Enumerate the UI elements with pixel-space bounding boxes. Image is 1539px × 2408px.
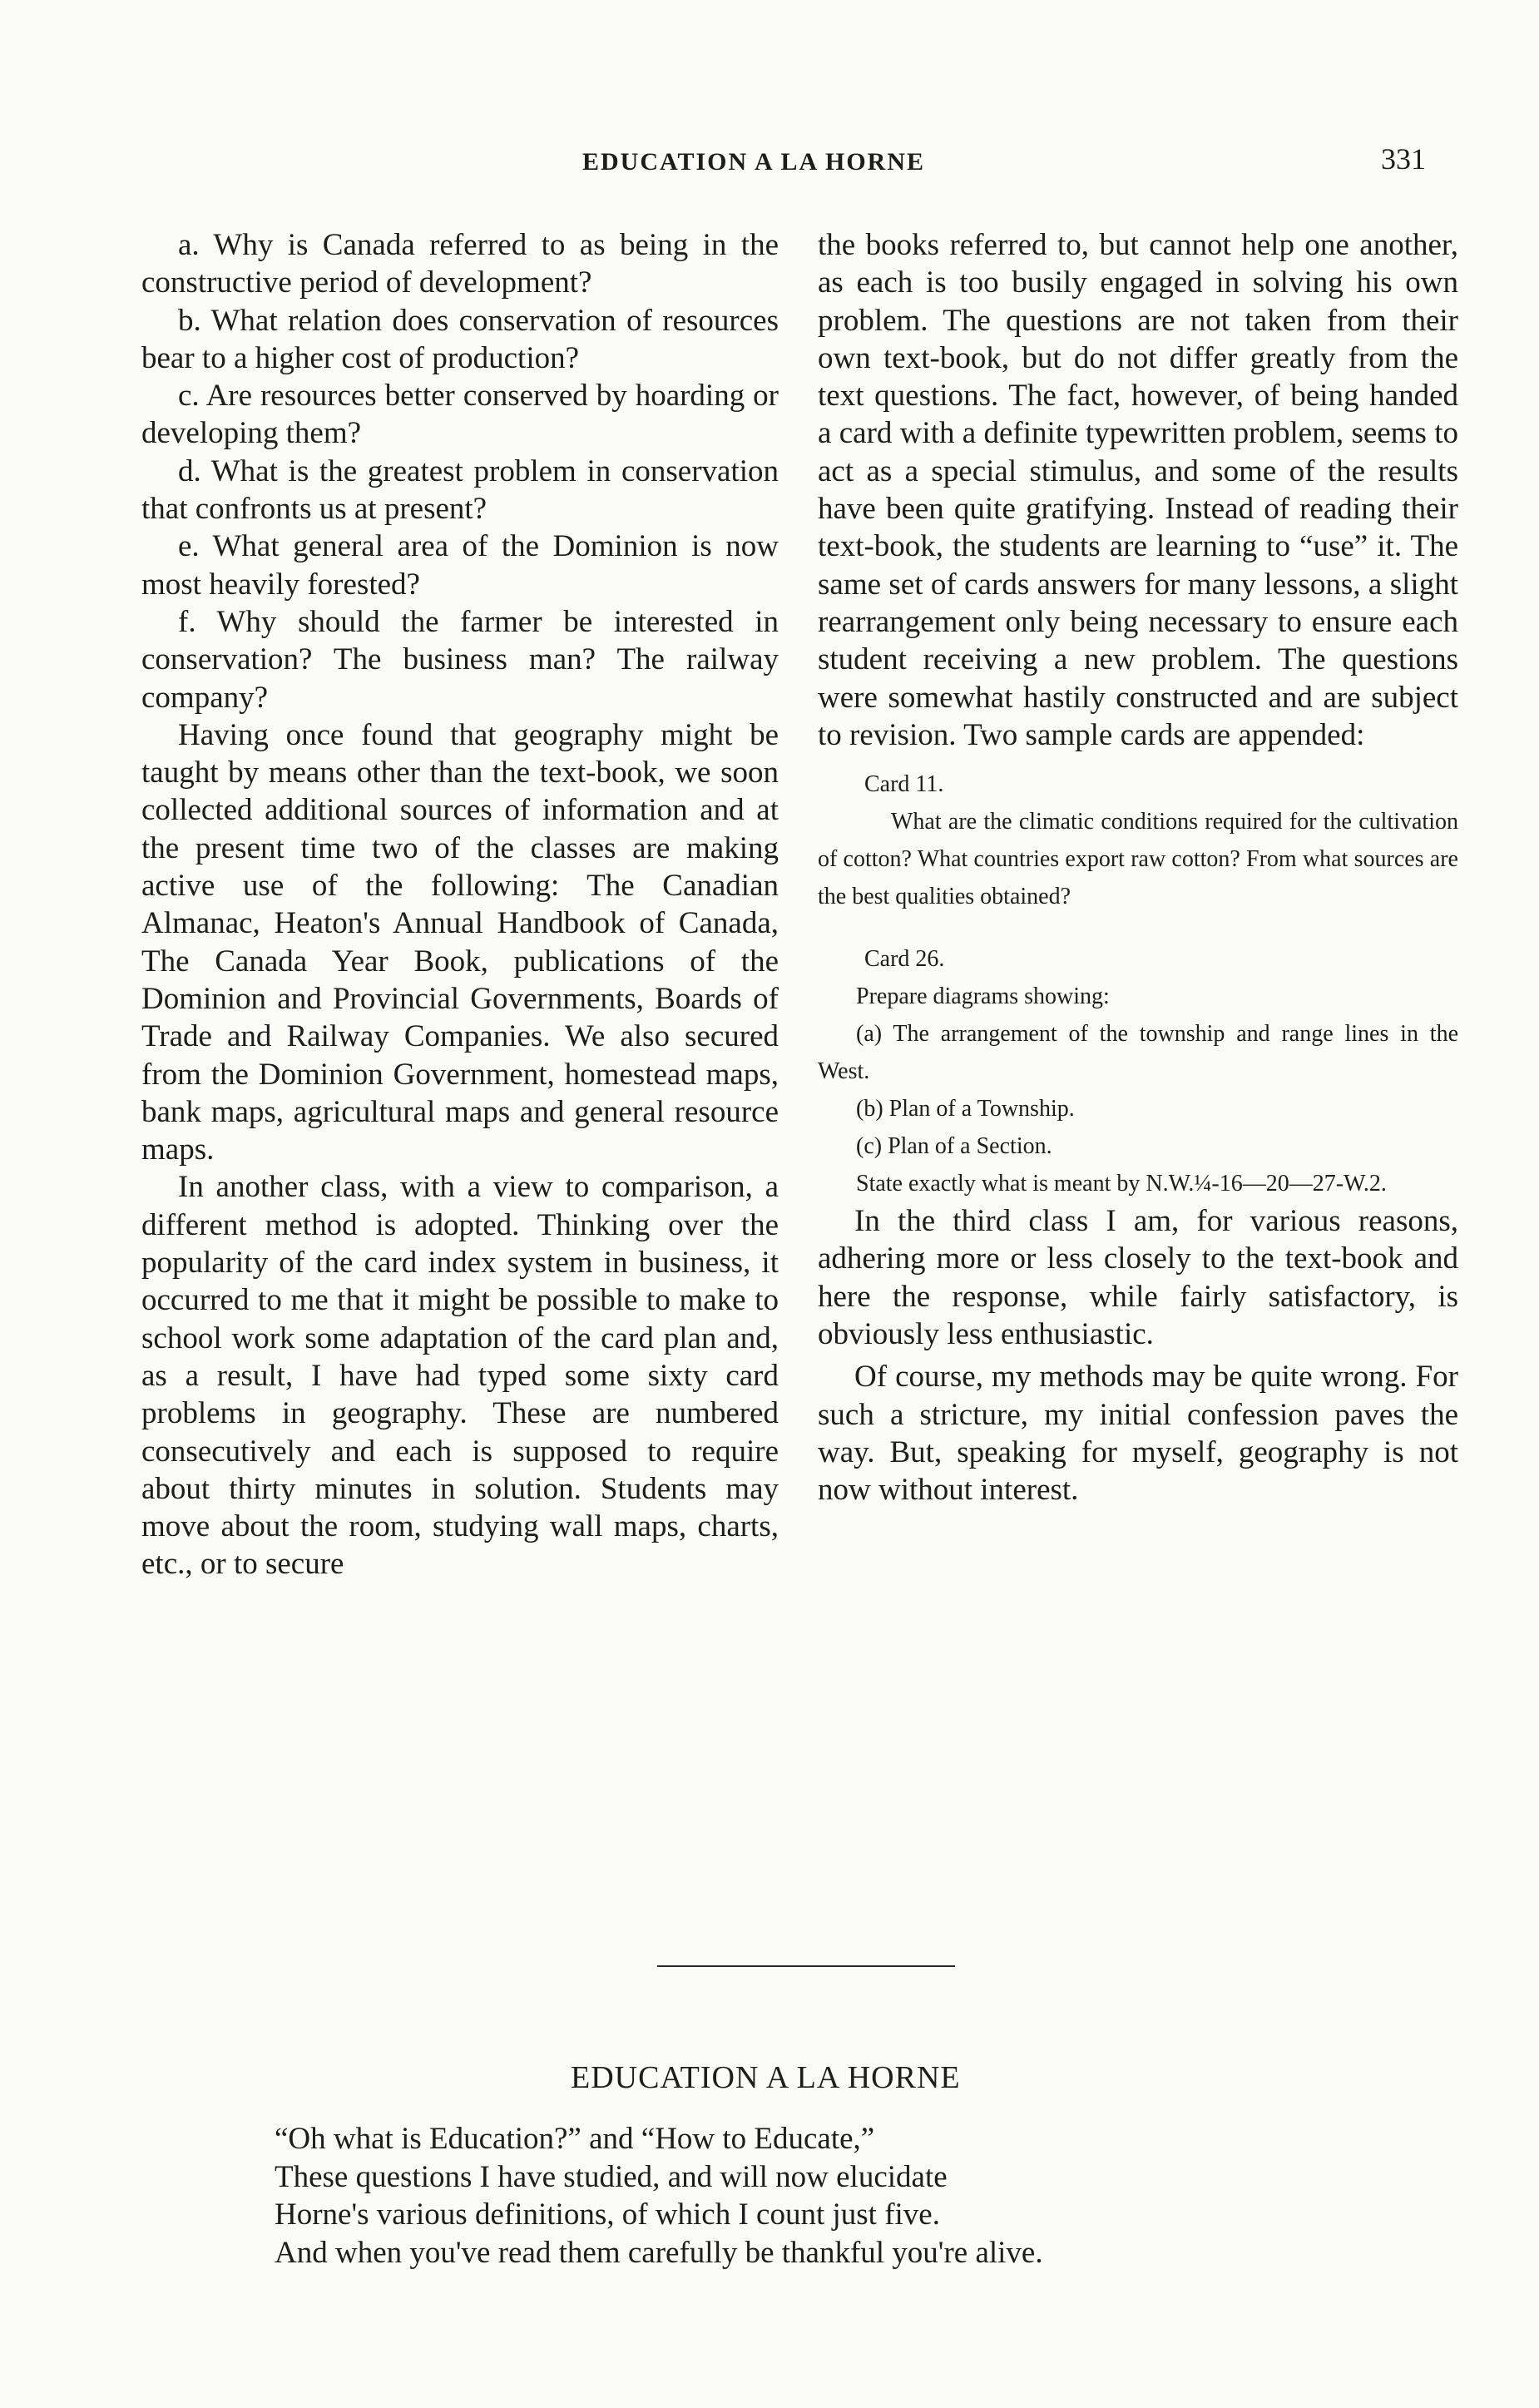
card-26-closing: State exactly what is meant by N.W.¼-16—20—27-W.2.	[856, 1171, 1387, 1197]
paragraph-sources: Having once found that geography might be taught by means other than the text-book, we soon collected additional sources of information and at the present time two of the classes are making active use of the following: The Canadian Almanac, Heaton's Annual Handbook of Canada, The Canada Year Book, publications of the Dominion and Provincial Governments, Boards of Trade and Railway Companies. We also secured from the Dominion Government, homestead maps, bank maps, agricultural maps and general resource maps.	[141, 717, 779, 1167]
poem-line: Horne's various definitions, of which I count just five.	[275, 2197, 940, 2232]
card-11-label: Card 11.	[864, 771, 944, 798]
paragraph-of-course: Of course, my methods may be quite wrong. For such a stricture, my initial confession paves the way. But, speaking for myself, geography is not now without interest.	[818, 1360, 1458, 1508]
left-column	[141, 226, 779, 1583]
paragraph-card-method: In another class, with a view to comparison, a different method is adopted. Thinking over the popularity of the card index system in business, it occurred to me that it might be possible to make to school work some adaptation of the card plan and, as a result, I have had typed some sixty card problems in geography. These are numbered consecutively and each is supposed to require about thirty minutes in solution. Students may move about the room, studying wall maps, charts, etc., or to secure	[141, 1170, 779, 1582]
poem-title: EDUCATION A LA HORNE	[571, 2060, 961, 2095]
paragraph-third-class: In the third class I am, for various reasons, adhering more or less closely to the text-book and here the response, while fairly satisfactory, is obviously less enthusiastic.	[818, 1204, 1458, 1352]
card-26-label: Card 26.	[864, 946, 945, 973]
card-26-item-a: (a) The arrangement of the township and range lines in the West.	[818, 1021, 1458, 1085]
page-number: 331	[1381, 142, 1426, 176]
card-26-lead: Prepare diagrams showing:	[856, 984, 1110, 1010]
right-column	[818, 226, 1458, 1509]
question-d: d. What is the greatest problem in conservation that confronts us at present?	[141, 453, 779, 527]
section-divider	[657, 1965, 955, 1967]
poem-line: These questions I have studied, and will now elucidate	[275, 2159, 948, 2194]
poem-line: And when you've read them carefully be thankful you're alive.	[275, 2235, 1043, 2270]
poem	[275, 2120, 1043, 2272]
question-b: b. What relation does conservation of resources bear to a higher cost of production?	[141, 303, 779, 375]
question-f: f. Why should the farmer be interested in conservation? The business man? The railway company?	[141, 604, 779, 715]
card-26-item-c: (c) Plan of a Section.	[856, 1133, 1052, 1160]
poem-line: “Oh what is Education?” and “How to Educate,”	[275, 2122, 875, 2156]
question-e: e. What general area of the Dominion is now most heavily forested?	[141, 529, 779, 602]
question-a: a. Why is Canada referred to as being in the constructive period of development?	[141, 228, 779, 300]
card-11	[818, 766, 1458, 1202]
card-11-body: What are the climatic conditions required for the cultivation of cotton? What countries export raw cotton? From what sources are the best qualities obtained?	[818, 809, 1458, 910]
paragraph-continuation: the books referred to, but cannot help one another, as each is too busily engaged in solving his own problem. The questions are not taken from their own text-book, but do not differ greatly from the text questions. The fact, however, of being handed a card with a definite typewritten problem, seems to act as a special stimulus, and some of the results have been quite gratifying. Instead of reading their text-book, the students are learning to “use” it. The same set of cards answers for many lessons, a slight rearrangement only being necessary to ensure each student receiving a new problem. The questions were somewhat hastily constructed and are subject to revision. Two sample cards are appended:	[818, 228, 1458, 752]
question-c: c. Are resources better conserved by hoarding or developing them?	[141, 379, 779, 451]
running-title: EDUCATION A LA HORNE	[582, 148, 926, 176]
card-26-item-b: (b) Plan of a Township.	[856, 1096, 1075, 1122]
